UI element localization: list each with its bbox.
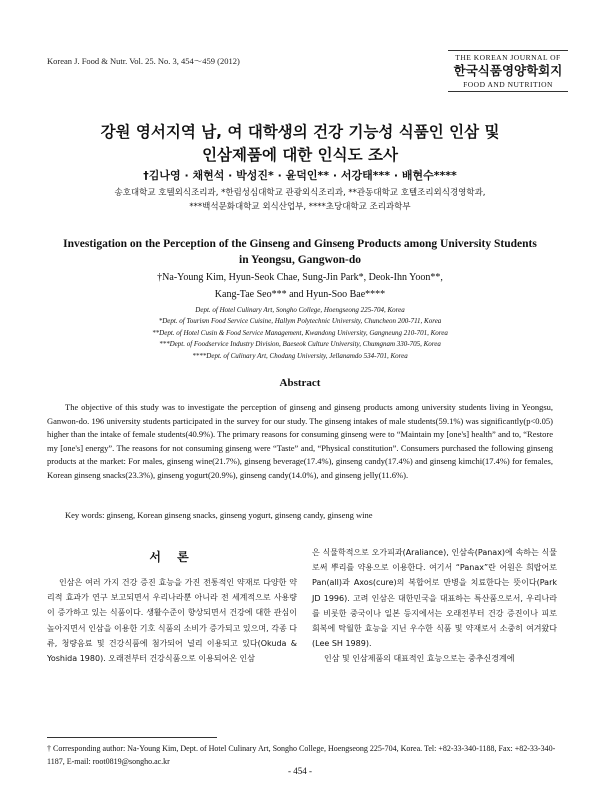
authors-en-line1: †Na-Young Kim, Hyun-Seok Chae, Sung-Jin Park*, Deok-Ihn Yoon**, xyxy=(157,272,443,283)
journal-citation: Korean J. Food & Nutr. Vol. 25. No. 3, 454～459 (2012) xyxy=(47,56,240,66)
title-korean-line1: 강원 영서지역 남, 여 대학생의 건강 기능성 식품인 인삼 및 xyxy=(100,123,500,141)
intro-right-paragraph-1: 은 식물학적으로 오가피과(Araliance), 인삼속(Panax)에 속하는 식물로써 뿌리를 약용으로 이용한다. 여기서 “Panax”란 어원은 희랍어로 Pan(all)과 Axos(cure)의 복합어로 만병을 치료한다는 뜻이다(Park JD 1996). 고려 인삼은 대한민국을 대표하는 특산품으로서, 우리나라를 비롯한 중국이나 일본 등지에서는 오래전부터 건강 증진이나 피로 회복에 탁월한 효능을 지닌 우수한 식품 및 약재로서 소중히 여겨왔다(Lee SH 1989). xyxy=(312,548,557,649)
journal-name-en-top: THE KOREAN JOURNAL OF xyxy=(455,53,561,62)
intro-right-paragraph-2: 인삼 및 인삼제품의 대표적인 효능으로는 중추신경계에 xyxy=(324,654,515,664)
affil-en-item: **Dept. of Hotel Cusin & Food Service Management, Kwandong University, Gangneung 210-701, Korea xyxy=(152,328,448,337)
abstract-heading: Abstract xyxy=(279,377,321,389)
authors-english xyxy=(40,269,560,303)
affil-ko-line2: ***백석문화대학교 외식산업부, ****초당대학교 조리과학부 xyxy=(189,202,411,212)
journal-logo xyxy=(448,50,568,92)
intro-right-column xyxy=(312,545,557,667)
journal-name-en-bottom: FOOD AND NUTRITION xyxy=(463,80,553,89)
footnote-rule xyxy=(47,737,217,738)
intro-left-column: 인삼은 여러 가지 건강 증진 효능을 가진 전통적인 약재로 다양한 약리적 효과가 연구 보고되면서 우리나라뿐 아니라 전 세계적으로 사용량이 증가하고 있는 식품이다. 생활수준이 향상되면서 건강에 대한 관심이 높아지면서 인삼을 이용한 기호 식품의 소비가 증가되고 있으며, 각종 다류, 청량음료 및 건강식품에 첨가되어 널리 이용되고 있다(Okuda & Yoshida 1980). 오래전부터 건강식품으로 이용되어온 인삼 xyxy=(47,578,297,664)
affiliations-english xyxy=(40,305,560,362)
journal-rule-top xyxy=(448,50,568,51)
title-en-line2: in Yeongsu, Gangwon-do xyxy=(239,254,361,266)
authors-en-line2: Kang-Tae Seo*** and Hyun-Soo Bae**** xyxy=(214,289,386,300)
title-korean xyxy=(40,121,560,167)
abstract-body: The objective of this study was to investigate the perception of ginseng and ginseng products among university students living in Yeongsu, Ganwon-do. 196 university students participated in the survey for our study. The ginseng intakes of male students(59.1%) was significantly(p<0.05) higher than the intake of female students(40.9%). The primary reasons for consuming ginseng were to “Maintain my [one's] health” and to, “Restore my [one's] energy”. The reasons for not consuming ginseng were “Taste” and, “Physical constitution”. Consumers purchased the following ginseng products at the market: For males, ginseng wine(21.7%), ginseng beverage(17.4%), ginseng candy(17.4%) and ginseng kimchi(17.4%) for females, Korean ginseng snacks(23.3%), ginseng yogurt(20.9%), ginseng candy(14.0%), and ginseng jelly(11.6%). xyxy=(47,402,553,480)
journal-name-ko: 한국식품영양학회지 xyxy=(453,63,563,78)
affil-en-item: ***Dept. of Foodservice Industry Division, Baeseok Culture University, Chumgnam 330-705, Korea xyxy=(159,340,441,349)
affil-en-item: ****Dept. of Culinary Art, Chodang University, Jellanamdo 534-701, Korea xyxy=(192,351,408,360)
title-korean-line2: 인삼제품에 대한 인식도 조사 xyxy=(202,146,398,164)
section-heading-introduction: 서 론 xyxy=(149,550,195,564)
keywords: Key words: ginseng, Korean ginseng snacks, ginseng yogurt, ginseng candy, ginseng wine xyxy=(65,510,373,520)
authors-korean: †김나영 · 채현석 · 박성진* · 윤덕인** · 서강태*** · 배현수**** xyxy=(143,169,457,182)
title-en-line1: Investigation on the Perception of the Ginseng and Ginseng Products among University Students xyxy=(63,238,537,250)
affil-ko-line1: 송호대학교 호텔외식조리과, *한림성심대학교 관광외식조리과, **관동대학교 호텔조리외식경영학과, xyxy=(114,188,486,198)
corresponding-author-footnote: † Corresponding author: Na-Young Kim, Dept. of Hotel Culinary Art, Songho College, Hoengseong 225-704, Korea. Tel: +82-33-340-1188, Fax: +82-33-340-1187, E-mail: root0819@songho.ac.kr xyxy=(47,744,556,766)
journal-rule-bottom xyxy=(448,91,568,92)
page-number: - 454 - xyxy=(288,766,312,776)
title-english xyxy=(40,236,560,268)
affil-en-item: *Dept. of Tourism Food Service Cuisine, Hallym Polytechnic University, Chuncheon 200-711, Korea xyxy=(158,317,442,326)
affiliations-korean xyxy=(40,186,560,214)
affil-en-item: Dept. of Hotel Culinary Art, Songho College, Hoengseong 225-704, Korea xyxy=(195,306,405,314)
